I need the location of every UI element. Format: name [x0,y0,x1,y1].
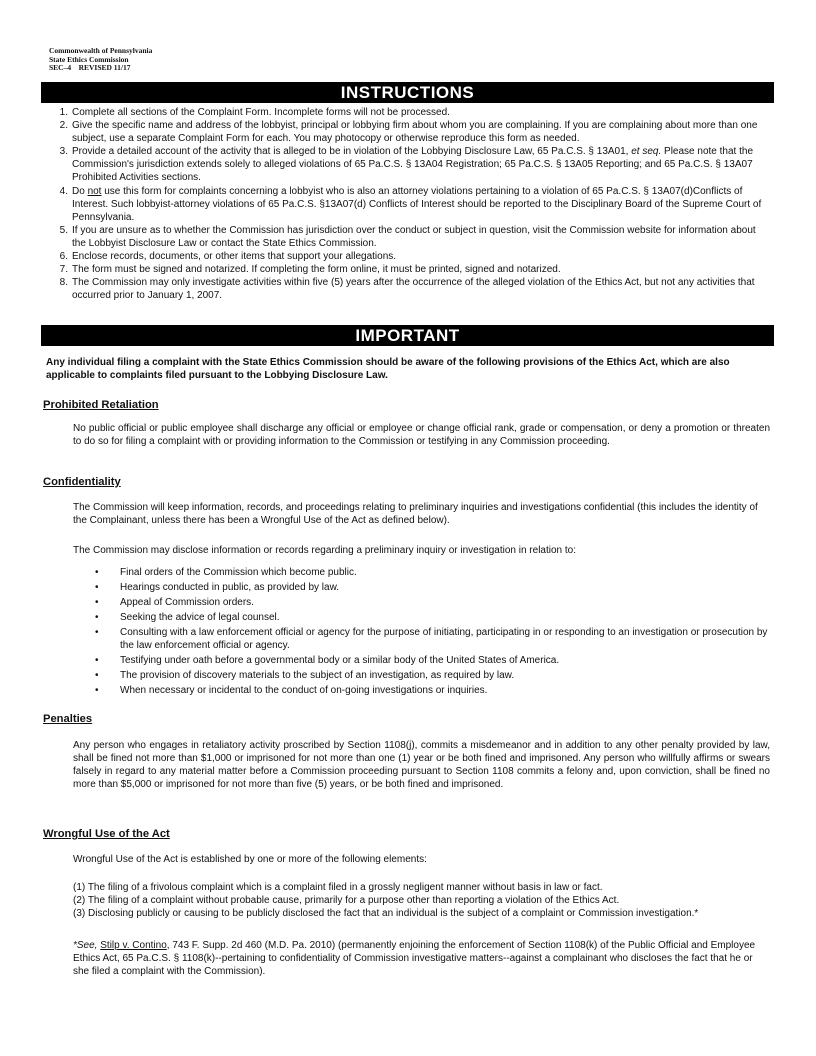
list-item: 7. The form must be signed and notarized. If completing the form online, it must be printed, signed and notarized. [59,264,561,276]
list-item: 2. Give the specific name and address of the lobbyist, principal or lobbying firm about whom you are complaining. If you are complaining about more than one subject, use a separate Complaint Form for each. You may photocopy or otherwise reproduce this form as needed. [59,120,758,145]
confidentiality-para2: The Commission may disclose information or records regarding a preliminary inquiry or investigation in relation to: [73,545,576,556]
penalties-text: Any person who engages in retaliatory activity proscribed by Section 1108(j), commits a misdemeanor and in addition to any other penalty provided by law, shall be fined not more than $1,000 or imprisoned for not more than one (1) year or be both fined and imprisoned. Any person who willfully affirms or swears falsely in regard to any material matter before a Commission proceeding pursuant to Section 1108 commits a felony and, upon conviction, shall be fined no more than $5,000 or imprisoned for not more than five (5) years, or be both fined and imprisoned. [73,740,770,791]
penalties-heading: Penalties [43,713,93,725]
instructions-list [52,106,772,302]
list-item: 1. Complete all sections of the Complaint Form. Incomplete forms will not be processed. [59,107,450,118]
list-item: 6. Enclose records, documents, or other items that support your allegations. [59,251,397,263]
list-item: 5. If you are unsure as to whether the Commission has jurisdiction over the conduct or subject in question, visit the Commission website for information about the Lobbyist Disclosure Law or contact the State Ethics Commission. [59,224,756,249]
bullet-icon: • [95,581,99,593]
list-item: • When necessary or incidental to the conduct of on-going investigations or inquiries. [95,684,488,696]
list-item: • Appeal of Commission orders. [95,596,254,608]
header-commonwealth: Commonwealth of Pennsylvania [49,46,153,55]
disclosure-list [95,566,775,699]
list-item: (2) The filing of a complaint without probable cause, primarily for a purpose other than reporting a violation of the Ethics Act. [73,895,620,907]
wrongful-intro: Wrongful Use of the Act is established by one or more of the following elements: [73,854,427,865]
list-item: • Testifying under oath before a governmental body or a similar body of the United States of America. [95,655,560,667]
list-item: 3. Provide a detailed account of the activity that is alleged to be in violation of the Lobbying Disclosure Law, 65 Pa.C.S. § 13A01, et seq. Please note that the Commission's jurisdiction extends solely to alleged violations of 65 Pa.C.S. § 13A04 Registration; 65 Pa.C.S. § 13A05 Reporting; and 65 Pa.C.S. § 13A07 Prohibited Activities sections. [59,146,753,184]
retaliation-text: No public official or public employee shall discharge any official or employee or change official rank, grade or compensation, or deny a promotion or threaten to do so for filing a complaint with or providing information to the Commission or testifying in any Commission proceeding. [73,423,770,448]
wrongful-list [73,881,770,920]
confidentiality-para1: The Commission will keep information, records, and proceedings relating to preliminary inquiries and investigations confidential (this includes the identity of the Complainant, unless there has been a Wrongful Use of the Act as defined below). [73,502,758,527]
list-item: • Consulting with a law enforcement official or agency for the purpose of initiating, participating in or responding to an investigation or prosecution by the law enforcement official or agency. [95,626,768,652]
bullet-icon: • [95,611,99,623]
list-item: • Hearings conducted in public, as provided by law. [95,581,340,593]
important-intro: Any individual filing a complaint with the State Ethics Commission should be aware of the following provisions of the Ethics Act, which are also applicable to complaints filed pursuant to the Lobbying Disclosure Law. [46,357,730,382]
instructions-title: INSTRUCTIONS [41,82,774,103]
header-commission: State Ethics Commission [49,54,129,64]
list-item: • Seeking the advice of legal counsel. [95,611,280,623]
form-header [49,47,152,73]
confidentiality-heading: Confidentiality [43,476,121,488]
wrongful-footnote: *See, Stilp v. Contino, 743 F. Supp. 2d 460 (M.D. Pa. 2010) (permanently enjoining the enforcement of Section 1108(k) of the Public Official and Employee Ethics Act, 65 Pa.C.S. § 1108(k)--pertaining to confidentiality of Commission investigative matters--against a complainant who discloses the fact that he or she filed a complaint with the Commission). [73,940,756,978]
bullet-icon: • [95,669,99,681]
wrongful-heading: Wrongful Use of the Act [43,828,170,840]
list-item: • Final orders of the Commission which become public. [95,567,357,578]
list-item: 8. The Commission may only investigate activities within five (5) years after the occurrence of the alleged violation of the Ethics Act, but not any activities that occurred prior to January 1, 2007. [59,277,755,302]
bullet-icon: • [95,684,99,696]
header-form-id: SEC–4 REVISED 11/17 [49,63,131,73]
list-item: (3) Disclosing publicly or causing to be publicly disclosed the fact that an individual is the subject of a complaint or Commission investigation.* [73,908,699,920]
retaliation-heading: Prohibited Retaliation [43,399,159,411]
bullet-icon: • [95,596,99,608]
important-title: IMPORTANT [41,325,774,346]
list-item: • The provision of discovery materials to the subject of an investigation, as required by law. [95,669,515,681]
list-item: (1) The filing of a frivolous complaint which is a complaint filed in a grossly negligent manner without basis in law or fact. [73,882,603,893]
bullet-icon: • [95,626,99,638]
bullet-icon: • [95,567,99,578]
bullet-icon: • [95,655,99,667]
list-item: 4. Do not use this form for complaints concerning a lobbyist who is also an attorney violations pertaining to a violation of 65 Pa.C.S. § 13A07(d)Conflicts of Interest. Such lobbyist-attorney violations of 65 Pa.C.S. §13A07(d) Conflicts of Interest should be reported to the Disciplinary Board of the Supreme Court of Pennsylvania. [59,185,762,223]
